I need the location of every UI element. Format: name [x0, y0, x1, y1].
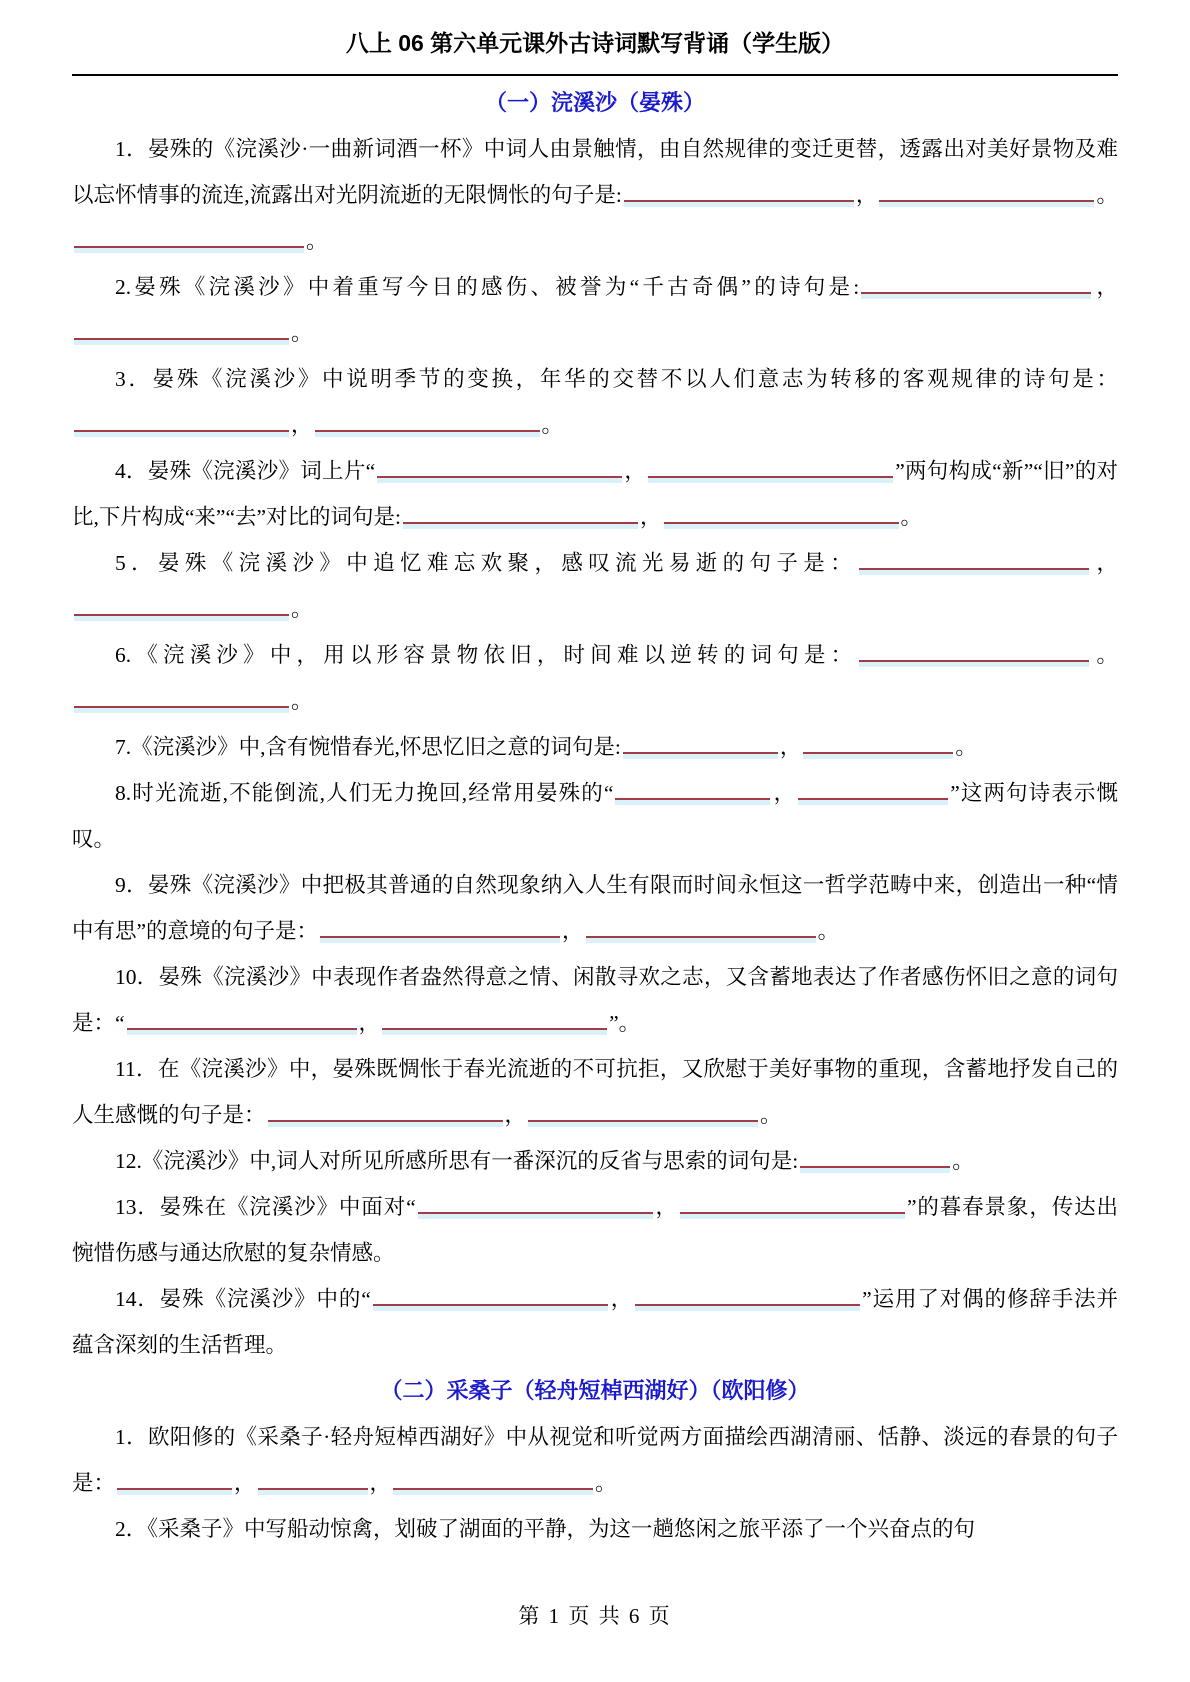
- answer-blank: [117, 1470, 232, 1490]
- text-run: 。: [291, 597, 313, 621]
- answer-blank: [859, 642, 1089, 662]
- question-paragraph: [72, 1046, 1118, 1138]
- text-run: ，: [772, 781, 797, 805]
- answer-blank: [648, 458, 893, 478]
- answer-blank: [373, 1286, 608, 1306]
- text-run: 。: [595, 1471, 617, 1495]
- text-run: 6.《浣溪沙》中，用以形容景物依旧，时间难以逆转的词句是：: [115, 643, 858, 667]
- text-run: 4．晏殊《浣溪沙》词上片“: [115, 459, 376, 483]
- text-run: 13．晏殊在《浣溪沙》中面对“: [115, 1195, 416, 1219]
- text-run: 8.时光流逝,不能倒流,人们无力挽回,经常用晏殊的“: [115, 781, 614, 805]
- question-paragraph: [72, 1138, 1118, 1184]
- text-run: ，: [562, 919, 584, 943]
- answer-blank: [74, 596, 289, 616]
- text-run: 。: [291, 321, 313, 345]
- question-paragraph: [72, 448, 1118, 540]
- text-run: 。: [1091, 643, 1118, 667]
- text-run: ，: [358, 1011, 381, 1035]
- text-run: ，: [779, 735, 802, 759]
- answer-blank: [798, 780, 948, 800]
- text-run: ”的暮春景象，传达出惋惜伤感与通达欣慰的复杂情感。: [72, 1195, 1119, 1265]
- text-run: 2.晏殊《浣溪沙》中着重写今日的感伤、被誉为“千古奇偶”的诗句是:: [115, 275, 860, 299]
- text-run: 。: [1096, 183, 1118, 207]
- answer-blank: [635, 1286, 860, 1306]
- question-paragraph: [72, 724, 1118, 770]
- question-paragraph: [72, 954, 1118, 1046]
- text-run: 。: [955, 735, 977, 759]
- answer-blank: [624, 182, 854, 202]
- answer-blank: [74, 320, 289, 340]
- text-run: 1．晏殊的《浣溪沙·一曲新词酒一杯》中词人由景触情，由自然规律的变迁更替，透露出对美好景物及难以忘怀情事的流连,流露出对光阴流逝的无限惆怅的句子是:: [72, 137, 1118, 207]
- text-run: 。: [760, 1103, 782, 1127]
- text-run: 10．晏殊《浣溪沙》中表现作者盎然得意之情、闲散寻欢之志，又含蓄地表达了作者感伤怀旧之意的词句是：“: [72, 965, 1118, 1035]
- answer-blank: [377, 458, 622, 478]
- answer-blank: [664, 504, 899, 524]
- answer-blank: [861, 274, 1091, 294]
- text-run: ，: [504, 1103, 527, 1127]
- text-run: 。: [291, 689, 313, 713]
- answer-blank: [418, 1194, 653, 1214]
- text-run: ，: [291, 413, 313, 437]
- answer-blank: [859, 550, 1089, 570]
- text-run: 9．晏殊《浣溪沙》中把极其普通的自然现象纳入人生有限而时间永恒这一哲学范畴中来，创造出一种“情中有思”的意境的句子是：: [72, 873, 1118, 943]
- question-paragraph: [72, 1184, 1118, 1276]
- text-run: 1．欧阳修的《采桑子·轻舟短棹西湖好》中从视觉和听觉两方面描绘西湖清丽、恬静、淡远的春景的句子是：: [72, 1425, 1118, 1495]
- text-run: 。: [817, 919, 840, 943]
- text-run: ”这两句诗表示慨叹。: [72, 781, 1119, 851]
- text-run: ”两句构成“新”“旧”的对比,下片构成“来”“去”对比的词句是:: [72, 459, 1118, 529]
- section-heading: （一）浣溪沙（晏殊）: [484, 90, 705, 115]
- answer-blank: [258, 1470, 368, 1490]
- text-run: ，: [609, 1287, 634, 1311]
- page-number-footer: 第 1 页 共 6 页: [518, 1604, 672, 1628]
- question-paragraph: [72, 1506, 1118, 1552]
- answer-blank: [74, 228, 304, 248]
- answer-blank: [615, 780, 770, 800]
- question-paragraph: [72, 356, 1118, 448]
- answer-blank: [393, 1470, 593, 1490]
- question-paragraph: [72, 126, 1118, 264]
- answer-blank: [74, 412, 289, 432]
- text-run: ，: [1091, 551, 1118, 575]
- section-heading: （二）采桑子（轻舟短棹西湖好）（欧阳修）: [380, 1378, 810, 1403]
- answer-blank: [403, 504, 638, 524]
- answer-blank: [528, 1102, 758, 1122]
- text-run: 3．晏殊《浣溪沙》中说明季节的变换，年华的交替不以人们意志为转移的客观规律的诗句是：: [115, 367, 1118, 391]
- document-body: [72, 80, 1118, 1552]
- text-run: ，: [1093, 275, 1118, 299]
- answer-blank: [315, 412, 540, 432]
- text-run: 。: [306, 229, 328, 253]
- answer-blank: [586, 918, 816, 938]
- text-run: ，: [234, 1471, 256, 1495]
- question-paragraph: [72, 632, 1118, 724]
- text-run: ，: [624, 459, 647, 483]
- question-paragraph: [72, 862, 1118, 954]
- text-run: ”运用了对偶的修辞手法并蕴含深刻的生活哲理。: [72, 1287, 1119, 1357]
- document-title: 八上 06 第六单元课外古诗词默写背诵（学生版）: [345, 30, 845, 56]
- answer-blank: [623, 734, 778, 754]
- answer-blank: [680, 1194, 905, 1214]
- answer-blank: [382, 1010, 607, 1030]
- answer-blank: [268, 1102, 503, 1122]
- question-paragraph: [72, 540, 1118, 632]
- answer-blank: [879, 182, 1094, 202]
- text-run: ，: [640, 505, 662, 529]
- text-run: 。: [541, 413, 564, 437]
- answer-blank: [800, 1148, 950, 1168]
- answer-blank: [127, 1010, 357, 1030]
- text-run: 5．晏殊《浣溪沙》中追忆难忘欢聚，感叹流光易逝的句子是：: [115, 551, 858, 575]
- text-run: ，: [369, 1471, 392, 1495]
- text-run: 11．在《浣溪沙》中，晏殊既惆怅于春光流逝的不可抗拒，又欣慰于美好事物的重现，含蓄地抒发自己的人生感慨的句子是：: [72, 1057, 1118, 1127]
- title-divider: [72, 74, 1118, 76]
- text-run: ，: [654, 1195, 678, 1219]
- question-paragraph: [72, 1276, 1118, 1368]
- text-run: ，: [855, 183, 878, 207]
- text-run: 2．《采桑子》中写船动惊禽，划破了湖面的平静，为这一趟悠闲之旅平添了一个兴奋点的句: [115, 1517, 976, 1541]
- question-paragraph: [72, 770, 1118, 862]
- question-paragraph: [72, 1414, 1118, 1506]
- text-run: 12.《浣溪沙》中,词人对所见所感所思有一番深沉的反省与思索的词句是:: [115, 1149, 799, 1173]
- text-run: 7.《浣溪沙》中,含有惋惜春光,怀思忆旧之意的词句是:: [115, 735, 621, 759]
- text-run: 14．晏殊《浣溪沙》中的“: [115, 1287, 371, 1311]
- answer-blank: [320, 918, 560, 938]
- answer-blank: [803, 734, 953, 754]
- text-run: ”。: [609, 1011, 641, 1035]
- question-paragraph: [72, 264, 1118, 356]
- text-run: 。: [952, 1149, 974, 1173]
- answer-blank: [74, 688, 289, 708]
- text-run: 。: [900, 505, 923, 529]
